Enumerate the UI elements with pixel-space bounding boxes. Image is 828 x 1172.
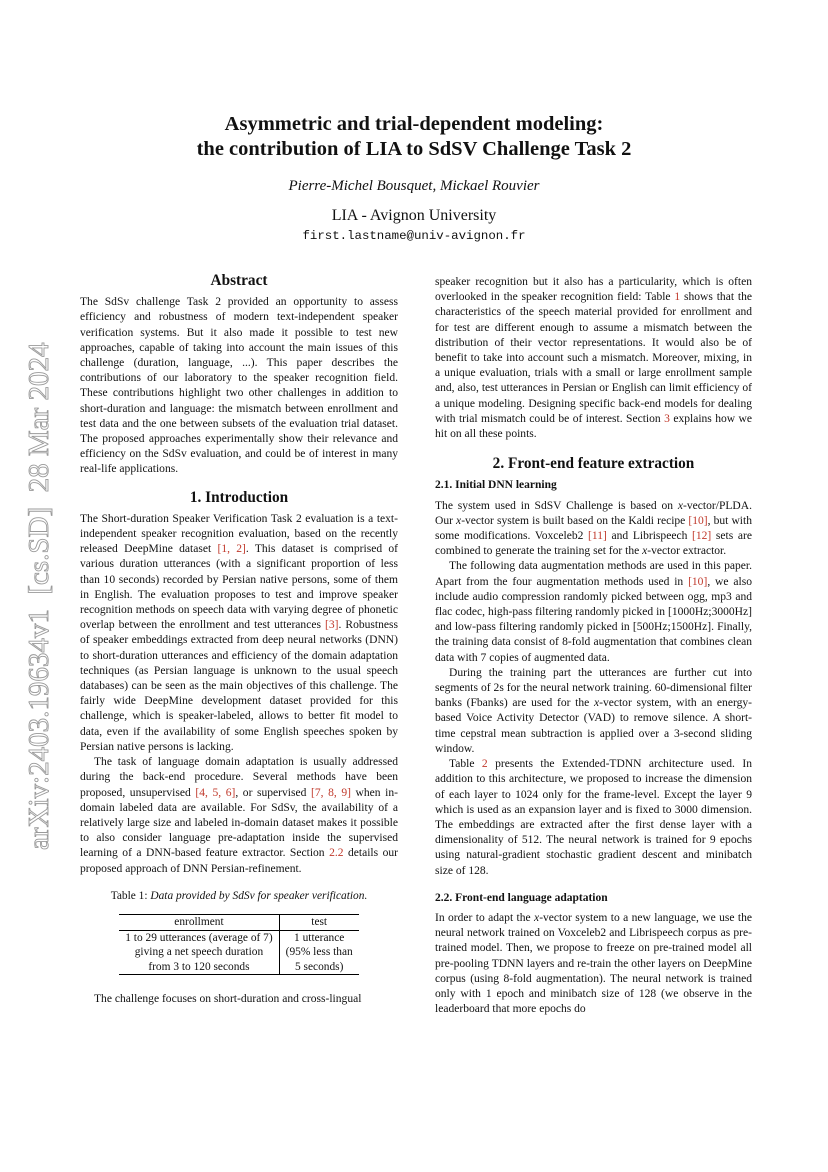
subsection-2-1-heading: 2.1. Initial DNN learning bbox=[435, 479, 557, 492]
table-row bbox=[119, 930, 358, 975]
table-header-enrollment: enrollment bbox=[119, 914, 279, 930]
author-email: first.lastname@univ-avignon.fr bbox=[302, 229, 526, 243]
section-2-1-paragraph-3: During the training part the utterances are further cut into segments of 2s for the neural network training. 60-dimensional filter banks (Fbanks) are used for the x-vector system, with an energy-based Voice Activity Detector (VAD) to remove silence. A short-time cepstral mean subtraction is applied over a 3-second sliding window. bbox=[435, 666, 752, 755]
citation-link[interactable]: [11] bbox=[588, 530, 607, 543]
section-link[interactable]: 2.2 bbox=[329, 847, 344, 860]
intro-continuation: speaker recognition but it also has a particularity, which is often overlooked in the speaker recognition field: Table 1 shows that the characteristics of the speech material provided for enrollment and for test are different enough to assume a mismatch between the distribution of their vector representations. It would also be of benefit to take into account such a mismatch. Moreover, mixing, in a unique evaluation, trials with a small or large enrollment sample and, also, test utterances in Persian or English can limit efficiency of a unique modeling. Designing specific back-end models for dealing with trial mismatch could be of interest. Section 3 explains how we hit on all these points. bbox=[435, 276, 752, 441]
paper-title bbox=[0, 112, 828, 162]
section-2-2-paragraph-1: In order to adapt the x-vector system to a new language, we use the neural network trained on Voxceleb2 and Librispeech corpus as pre-trained model. Then, we propose to freeze on pre-trained model all pre-pooling TDNN layers and re-train the other layers on DeepMine corpus (using 8-fold augmentation). The neural network is trained only with 1 epoch and minibatch size of 128 (we observe in the leaderboard that more epochs do bbox=[435, 911, 752, 1016]
citation-link[interactable]: [10] bbox=[688, 575, 708, 588]
section-2-1-paragraph-4: Table 2 presents the Extended-TDNN architecture used. In addition to this architecture, we proposed to increase the dimension of each layer to 1024 only for the frame-level. Except the layer 9 which is used as an expansion layer and is fixed to 3000 dimension. The embeddings are extracted after the first dense layer with a dimensionality of 512. The neural network is trained for 9 epochs using natural-gradient stochastic gradient descent and minibatch size of 128. bbox=[435, 758, 752, 877]
title-line-1: Asymmetric and trial-dependent modeling: bbox=[224, 113, 604, 135]
author-list: Pierre-Michel Bousquet, Mickael Rouvier bbox=[288, 178, 540, 194]
citation-link[interactable]: [1, 2] bbox=[217, 543, 246, 556]
citation-link[interactable]: [10] bbox=[688, 514, 708, 527]
intro-paragraph-1: The Short-duration Speaker Verification Task 2 evaluation is a text-independent speaker recognition evaluation, based on the recently released DeepMine dataset [1, 2]. This dataset is comprised of various duration utterances (with a significant proportion of less than 10 seconds) recorded by Persian native persons, some of them in English. The evaluation proposes to test and improve speaker recognition methods on speech data with varying degree of phonetic overlap between the enrollment and test utterances [3]. Robustness of speaker embeddings extracted from deep neural networks (DNN) to short-duration utterances and efficiency of the domain adaptation techniques (as Persian language is unknown to the usual speech databases) can be seen as the main objectives of this challenge. The fairly wide DeepMine development dataset provided for this challenge, which is speaker-labeled, allows to better fit model to data, even if the availability of some English speeches spoken by Persian native persons is lacking. bbox=[80, 512, 399, 753]
citation-link[interactable]: [12] bbox=[692, 530, 712, 543]
arxiv-identifier-text: arXiv:2403.19634v1 [cs.SD] 28 Mar 2024 bbox=[23, 342, 55, 850]
table-1-caption: Table 1: Data provided by SdSv for speaker verification. bbox=[110, 889, 368, 902]
table-1 bbox=[119, 914, 358, 975]
table-cell-enrollment: 1 to 29 utterances (average of 7) giving a net speech duration from 3 to 120 seconds bbox=[119, 930, 279, 975]
abstract-text: The SdSv challenge Task 2 provided an opportunity to assess efficiency and robustness of modern text-independent speaker verification systems. But it also made it possible to test new approaches, capable of taking into account the main issues of this challenge (duration, language, ...). This paper describes the contributions of our laboratory to the speaker recognition field. These contributions highlight two other challenges in addition to short-duration and language: the mismatch between enrollment and test data and the one between subsets of the evaluation trial dataset. The proposed approaches experimentally show their relevance and efficiency on the SdSv evaluation, and could be of interest in many real-life applications. bbox=[80, 296, 398, 476]
citation-link[interactable]: [3] bbox=[325, 619, 339, 632]
table-link[interactable]: 2 bbox=[481, 758, 488, 771]
introduction-heading: 1. Introduction bbox=[189, 488, 289, 506]
citation-link[interactable]: [4, 5, 6] bbox=[195, 786, 236, 799]
right-column bbox=[435, 275, 752, 1017]
frontend-heading: 2. Front-end feature extraction bbox=[492, 455, 695, 473]
citation-link[interactable]: [7, 8, 9] bbox=[310, 786, 351, 799]
subsection-2-2-heading: 2.2. Front-end language adaptation bbox=[435, 891, 608, 904]
affiliation: LIA - Avignon University bbox=[331, 207, 497, 224]
section-link[interactable]: 3 bbox=[664, 412, 670, 425]
intro-paragraph-2: The task of language domain adaptation is usually addressed during the back-end procedure. Several methods have been proposed, unsupervised [4, 5, 6], or supervised [7, 8, 9] when in-domain labeled data are available. For SdSv, the availability of a relatively large size and labeled in-domain dataset makes it possible to also consider language pre-adaptation inside the supervised learning of a DNN-based feature extractor. Section 2.2 details our proposed approach of DNN Persian-refinement. bbox=[80, 756, 398, 875]
table-header-test: test bbox=[311, 915, 328, 928]
table-link[interactable]: 1 bbox=[674, 291, 681, 304]
arxiv-identifier-stamp bbox=[14, 330, 58, 850]
abstract-heading: Abstract bbox=[210, 272, 268, 289]
left-column bbox=[80, 273, 398, 1008]
section-2-1-paragraph-1: The system used in SdSV Challenge is based on x-vector/PLDA. Our x-vector system is built based on the Kaldi recipe [10], but with some modifications. Voxceleb2 [11] and Librispeech [12] sets are combined to generate the training set for the x-vector extractor. bbox=[435, 499, 752, 558]
title-line-2: the contribution of LIA to SdSV Challenge Task 2 bbox=[196, 138, 632, 160]
table-cell-test: 1 utterance (95% less than 5 seconds) bbox=[285, 931, 353, 973]
section-2-1-paragraph-2: The following data augmentation methods are used in this paper. Apart from the four augmentation methods used in [10], we also include audio compression randomly picked between ogg, mp3 and flac codec, high-pass filtering randomly picked in [1000Hz;3000Hz] and low-pass filtering randomly picked in [500Hz;1500Hz]. Finally, the training data consist of 8-fold augmentation that combines clean data with 7 copies of augmented data. bbox=[435, 560, 752, 664]
paper-header bbox=[0, 112, 828, 243]
intro-paragraph-3: The challenge focuses on short-duration and cross-lingual bbox=[94, 993, 362, 1006]
